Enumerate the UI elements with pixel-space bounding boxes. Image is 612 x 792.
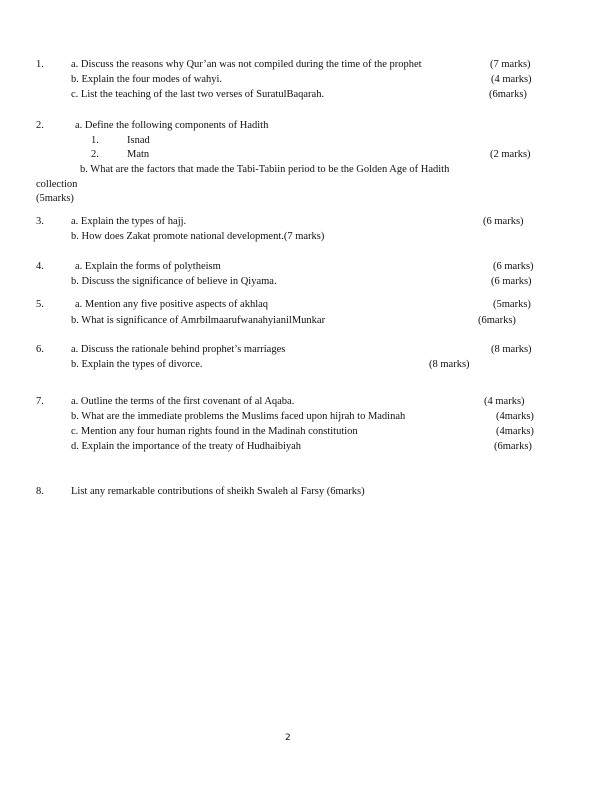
marks-label: (4 marks) bbox=[484, 396, 525, 407]
question-part: a. Discuss the reasons why Qur’an was not compiled during the time of the prophet bbox=[71, 59, 422, 70]
question-part: b. Discuss the significance of believe in Qiyama. bbox=[71, 276, 277, 287]
sub-item-text: Isnad bbox=[127, 135, 150, 146]
marks-label: (8 marks) bbox=[491, 344, 532, 355]
question-part: b. What is significance of AmrbilmaarufwanahyianilMunkar bbox=[71, 315, 326, 326]
question-part: a. Explain the types of hajj. bbox=[71, 216, 187, 227]
marks-label: (6marks) bbox=[494, 441, 532, 452]
marks-label: (5marks) bbox=[36, 193, 74, 204]
marks-label: (2 marks) bbox=[490, 149, 531, 160]
marks-label: (8 marks) bbox=[429, 359, 470, 370]
sub-item-text: Matn bbox=[127, 149, 150, 160]
question-part: a. Define the following components of Hadith bbox=[75, 120, 269, 131]
question-number: 3. bbox=[36, 216, 44, 227]
question-part: b. Explain the four modes of wahyi. bbox=[71, 74, 223, 85]
question-number: 5. bbox=[36, 299, 44, 310]
marks-label: (7 marks) bbox=[490, 59, 531, 70]
question-number: 2. bbox=[36, 120, 44, 131]
marks-label: (6 marks) bbox=[491, 276, 532, 287]
question-part: b. Explain the types of divorce. bbox=[71, 359, 203, 370]
question-part: d. Explain the importance of the treaty of Hudhaibiyah bbox=[71, 441, 302, 452]
question-number: 7. bbox=[36, 396, 44, 407]
question-part: a. Discuss the rationale behind prophet’s marriages bbox=[71, 344, 286, 355]
marks-label: (5marks) bbox=[493, 299, 531, 310]
question-part: List any remarkable contributions of sheikh Swaleh al Farsy (6marks) bbox=[71, 486, 365, 497]
question-part: c. Mention any four human rights found in the Madinah constitution bbox=[71, 426, 358, 437]
marks-label: (6 marks) bbox=[493, 261, 534, 272]
question-part: c. List the teaching of the last two verses of SuratulBaqarah. bbox=[71, 89, 325, 100]
marks-label: (4 marks) bbox=[491, 74, 532, 85]
sub-item-number: 2. bbox=[91, 149, 99, 160]
question-number: 8. bbox=[36, 486, 44, 497]
marks-label: (6 marks) bbox=[483, 216, 524, 227]
marks-label: (4marks) bbox=[496, 426, 534, 437]
sub-item-number: 1. bbox=[91, 135, 99, 146]
question-number: 6. bbox=[36, 344, 44, 355]
question-part: b. What are the immediate problems the Muslims faced upon hijrah to Madinah bbox=[71, 411, 406, 422]
question-part: a. Mention any five positive aspects of akhlaq bbox=[75, 299, 269, 310]
question-number: 4. bbox=[36, 261, 44, 272]
marks-label: (6marks) bbox=[478, 315, 516, 326]
question-part-continuation: collection bbox=[36, 179, 78, 190]
question-number: 1. bbox=[36, 59, 44, 70]
question-part: a. Outline the terms of the first covenant of al Aqaba. bbox=[71, 396, 295, 407]
marks-label: (4marks) bbox=[496, 411, 534, 422]
question-part: b. How does Zakat promote national development.(7 marks) bbox=[71, 231, 325, 242]
marks-label: (6marks) bbox=[489, 89, 527, 100]
question-part: b. What are the factors that made the Tabi-Tabiin period to be the Golden Age of Hadith bbox=[80, 164, 450, 175]
question-part: a. Explain the forms of polytheism bbox=[75, 261, 221, 272]
page-number: 2 bbox=[285, 733, 291, 743]
